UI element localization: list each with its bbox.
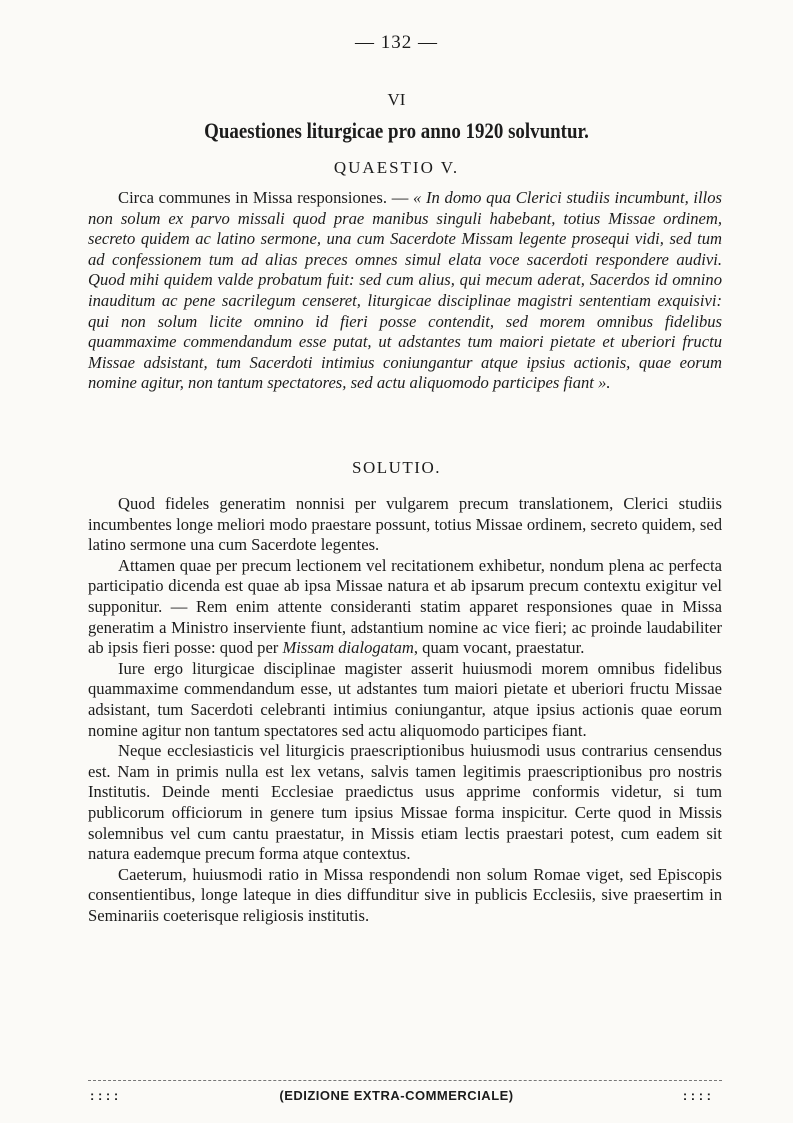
question-quote: « In domo qua Clerici studiis incumbunt, illos non solum ex parvo missali quod prae manibus singuli habebant, totius Missae ordinem, secreto quidem ac latino sermone, una cum Sacerdote Missam legente prosequi vidi, sed tum ad confessionem tum ad alias preces omnes simul elata voce sacerdoti respondere audivi. Quod mihi quidem valde probatum fuit: sed cum alius, qui mecum aderat, Sacerdos id omnino inauditum ac pene sacrilegum censeret, liturgicae disciplinae magistri sententiam exquisivi: qui non solum licite omnino id fieri posse contendit, sed morem omnibus fidelibus quammaxime commendandum esse putat, ut adstantes tum maiori pietate et uberiori fructu Missae adsistant, tum Sacerdoti intimius coniungantur atque ipsius actionis, quae eorum nomine agitur, non tantum spectatores, sed actu aliquomodo participes fiant ». <box>88 188 722 393</box>
section-heading: Quaestiones liturgicae pro anno 1920 solvuntur. <box>204 118 589 143</box>
body-paragraph-2-emphasis: Missam dialogatam <box>282 638 414 658</box>
page-number: — 132 — <box>355 32 438 53</box>
body-paragraph-3: Iure ergo liturgicae disciplinae magister asserit huiusmodi morem omnibus fidelibus quammaxime commendandum esse, ut adstantes tum maiori pietate et uberiori fructu Missae adsistant, tum Sacerdoti celebranti intimius coniungantur, atque ipsius actionis quae eorum nomine agitur non tantum spectatores sed actu aliquomodo participes fiant. <box>88 658 722 740</box>
footer-right-marks: : : : : <box>682 1088 711 1103</box>
question-paragraph <box>88 188 722 394</box>
solutio-heading: SOLUTIO. <box>352 458 441 477</box>
footer-left-marks: : : : : <box>90 1088 119 1103</box>
solutio-body <box>88 494 722 926</box>
body-paragraph-5: Caeterum, huiusmodi ratio in Missa respondendi non solum Romae viget, sed Episcopis consentientibus, longe lateque in dies diffunditur sive in publicis Ecclesiis, sive praesertim in Seminariis coeterisque religiosis institutis. <box>88 864 722 925</box>
section-number: VI <box>387 90 406 109</box>
body-paragraph-2-text-b: , quam vocant, praestatur. <box>413 638 585 658</box>
body-paragraph-2-text-a: Attamen quae per precum lectionem vel recitationem exhibetur, nondum plena ac perfecta participatio dicenda est quae ab ipsa Missae natura et ab ipsarum precum contextu exigitur vel supponitur. — Rem enim attente consideranti statim apparet responsiones quae in Missa generatim a Ministro inserviente fiunt, adstantium nomine ac vice fieri; ac proinde laudabiliter ab ipsis fieri posse: quod per <box>88 555 722 658</box>
body-paragraph-2 <box>88 556 722 659</box>
body-paragraph-1: Quod fideles generatim nonnisi per vulgarem precum translationem, Clerici studiis incumbentes longe meliori modo praestare possunt, totius Missae ordinem, secreto quidem, sed latino sermone una cum Sacerdote legentes. <box>88 494 722 555</box>
footer-divider <box>88 1080 722 1081</box>
question-heading: QUAESTIO V. <box>333 158 460 177</box>
question-lead: Circa communes in Missa responsiones. — <box>118 188 414 207</box>
body-paragraph-4: Neque ecclesiasticis vel liturgicis praescriptionibus huiusmodi usus contrarius censendus est. Nam in primis nulla est lex vetans, salvis tamen legitimis praescriptionibus pro nostris Institutis. Deinde menti Ecclesiae praedictus usus apprime conformis videtur, si tum publicorum officiorum in genere tum ipsius Missae forma inspicitur. Certe quod in Missis solemnibus vel cum cantu praestatur, in Missis etiam lectis praestari potest, cum eadem sit natura eademque precum forma atque contextus. <box>88 741 722 864</box>
footer-edition-note: (EDIZIONE EXTRA-COMMERCIALE) <box>279 1088 514 1103</box>
